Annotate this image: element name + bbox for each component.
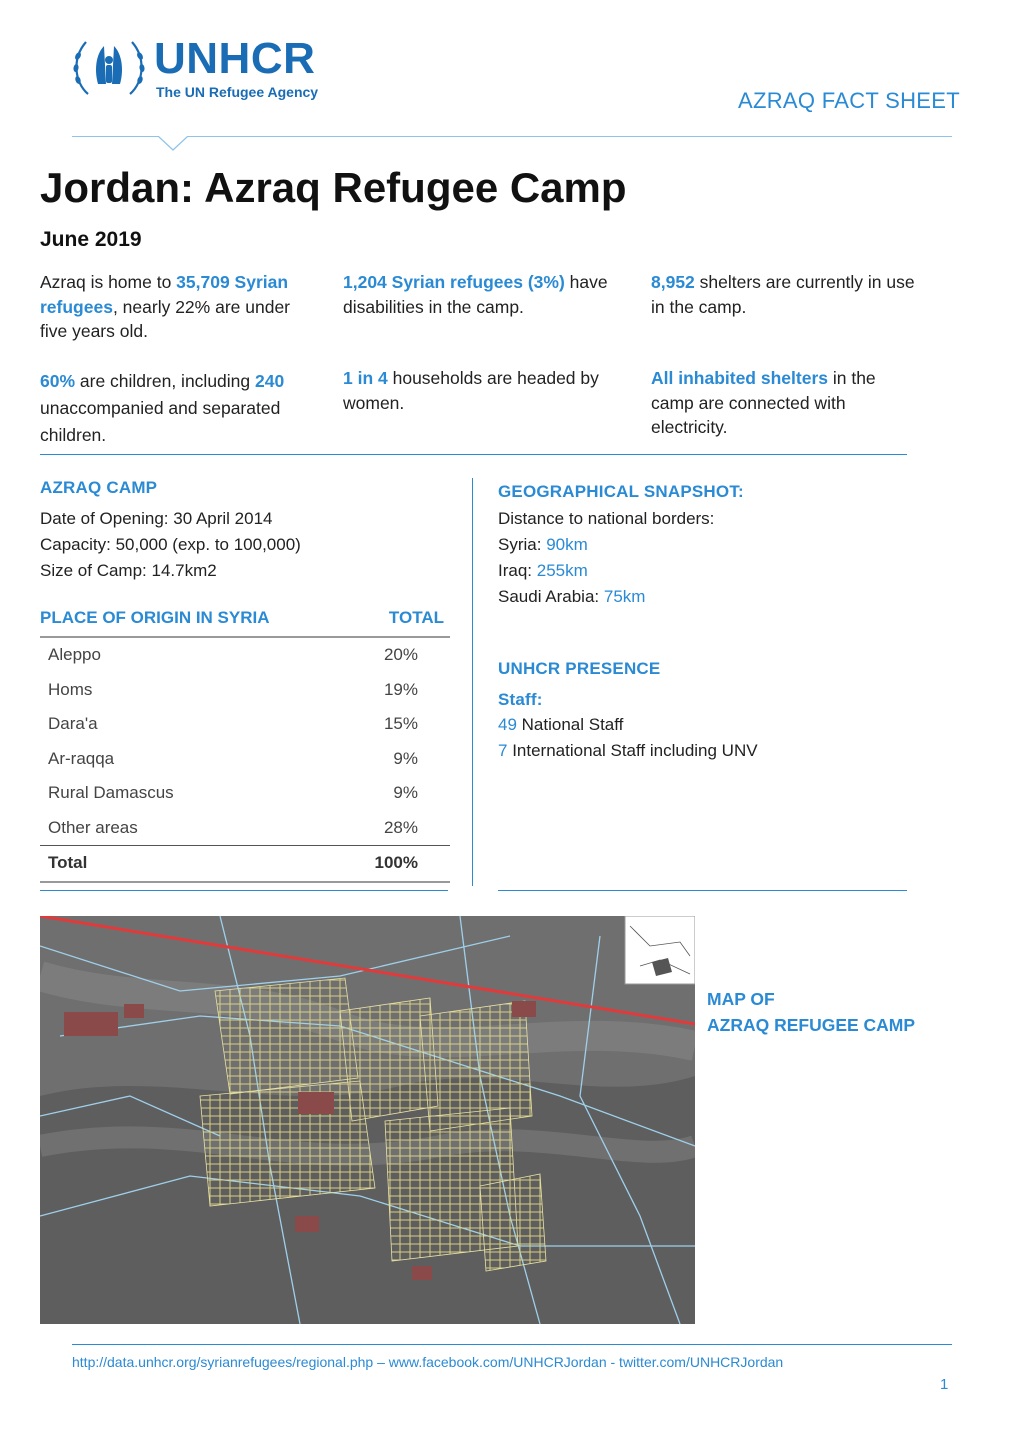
stats-divider — [40, 454, 907, 455]
left-column-divider — [40, 890, 448, 891]
stat-households: 1 in 4 households are headed by women. — [343, 368, 599, 413]
stat-refugees: Azraq is home to 35,709 Syrian refugees, nearly 22% are under five years old. — [40, 272, 291, 341]
staff-label: Staff: — [498, 690, 543, 709]
geo-saudi: Saudi Arabia: 75km — [498, 587, 646, 606]
unhcr-logo — [70, 36, 350, 106]
geo-intro: Distance to national borders: — [498, 509, 715, 528]
footer-links[interactable]: http://data.unhcr.org/syrianrefugees/regional.php – www.facebook.com/UNHCRJordan - twitter.com/UNHCRJordan — [72, 1354, 784, 1370]
total-row: Total 100% — [40, 846, 450, 882]
geo-iraq: Iraq: 255km — [498, 561, 588, 580]
logo-tagline: The UN Refugee Agency — [156, 84, 319, 100]
stat-shelters: 8,952 shelters are currently in use in the camp. — [651, 272, 915, 317]
camp-satellite-map — [40, 916, 695, 1324]
camp-capacity: Capacity: 50,000 (exp. to 100,000) — [40, 535, 301, 554]
geo-syria: Syria: 90km — [498, 535, 588, 554]
camp-details — [40, 506, 301, 584]
logo-wordmark: UNHCR — [154, 34, 316, 83]
laurel-hands-icon — [70, 36, 148, 102]
col-total: TOTAL — [341, 604, 450, 637]
page-title: Jordan: Azraq Refugee Camp — [40, 164, 627, 211]
header-notch-icon — [156, 136, 190, 154]
table-row: Aleppo 20% — [48, 645, 418, 665]
staff-details — [498, 712, 758, 764]
doc-type-label: AZRAQ FACT SHEET — [738, 88, 960, 113]
header-divider — [72, 136, 952, 137]
geo-details — [498, 506, 714, 610]
camp-heading: AZRAQ CAMP — [40, 478, 158, 497]
right-column-divider — [498, 890, 907, 891]
report-date: June 2019 — [40, 228, 142, 251]
camp-opening: Date of Opening: 30 April 2014 — [40, 509, 273, 528]
table-row: Other areas 28% — [48, 817, 418, 837]
table-row: Dara'a 15% — [48, 714, 418, 734]
map-title: MAP OF AZRAQ REFUGEE CAMP — [707, 989, 916, 1035]
table-row: Rural Damascus 9% — [48, 783, 418, 803]
footer-divider — [72, 1344, 952, 1345]
presence-heading: UNHCR PRESENCE — [498, 659, 661, 678]
table-row: Homs 19% — [48, 679, 418, 699]
camp-size: Size of Camp: 14.7km2 — [40, 561, 217, 580]
international-staff: 7 International Staff including UNV — [498, 741, 758, 760]
stat-children: 60% are children, including 240 unaccompanied and separated children. — [40, 371, 285, 445]
column-separator — [472, 478, 473, 886]
page-number: 1 — [940, 1376, 949, 1393]
origin-header-row — [40, 604, 450, 637]
stat-disabilities: 1,204 Syrian refugees (3%) have disabilities in the camp. — [343, 272, 608, 317]
col-place: PLACE OF ORIGIN IN SYRIA — [40, 604, 341, 637]
national-staff: 49 National Staff — [498, 715, 624, 734]
stat-electricity: All inhabited shelters in the camp are connected with electricity. — [651, 368, 876, 437]
table-row: Ar-raqqa 9% — [48, 748, 418, 768]
origin-table — [40, 604, 450, 883]
geo-heading: GEOGRAPHICAL SNAPSHOT: — [498, 482, 744, 501]
